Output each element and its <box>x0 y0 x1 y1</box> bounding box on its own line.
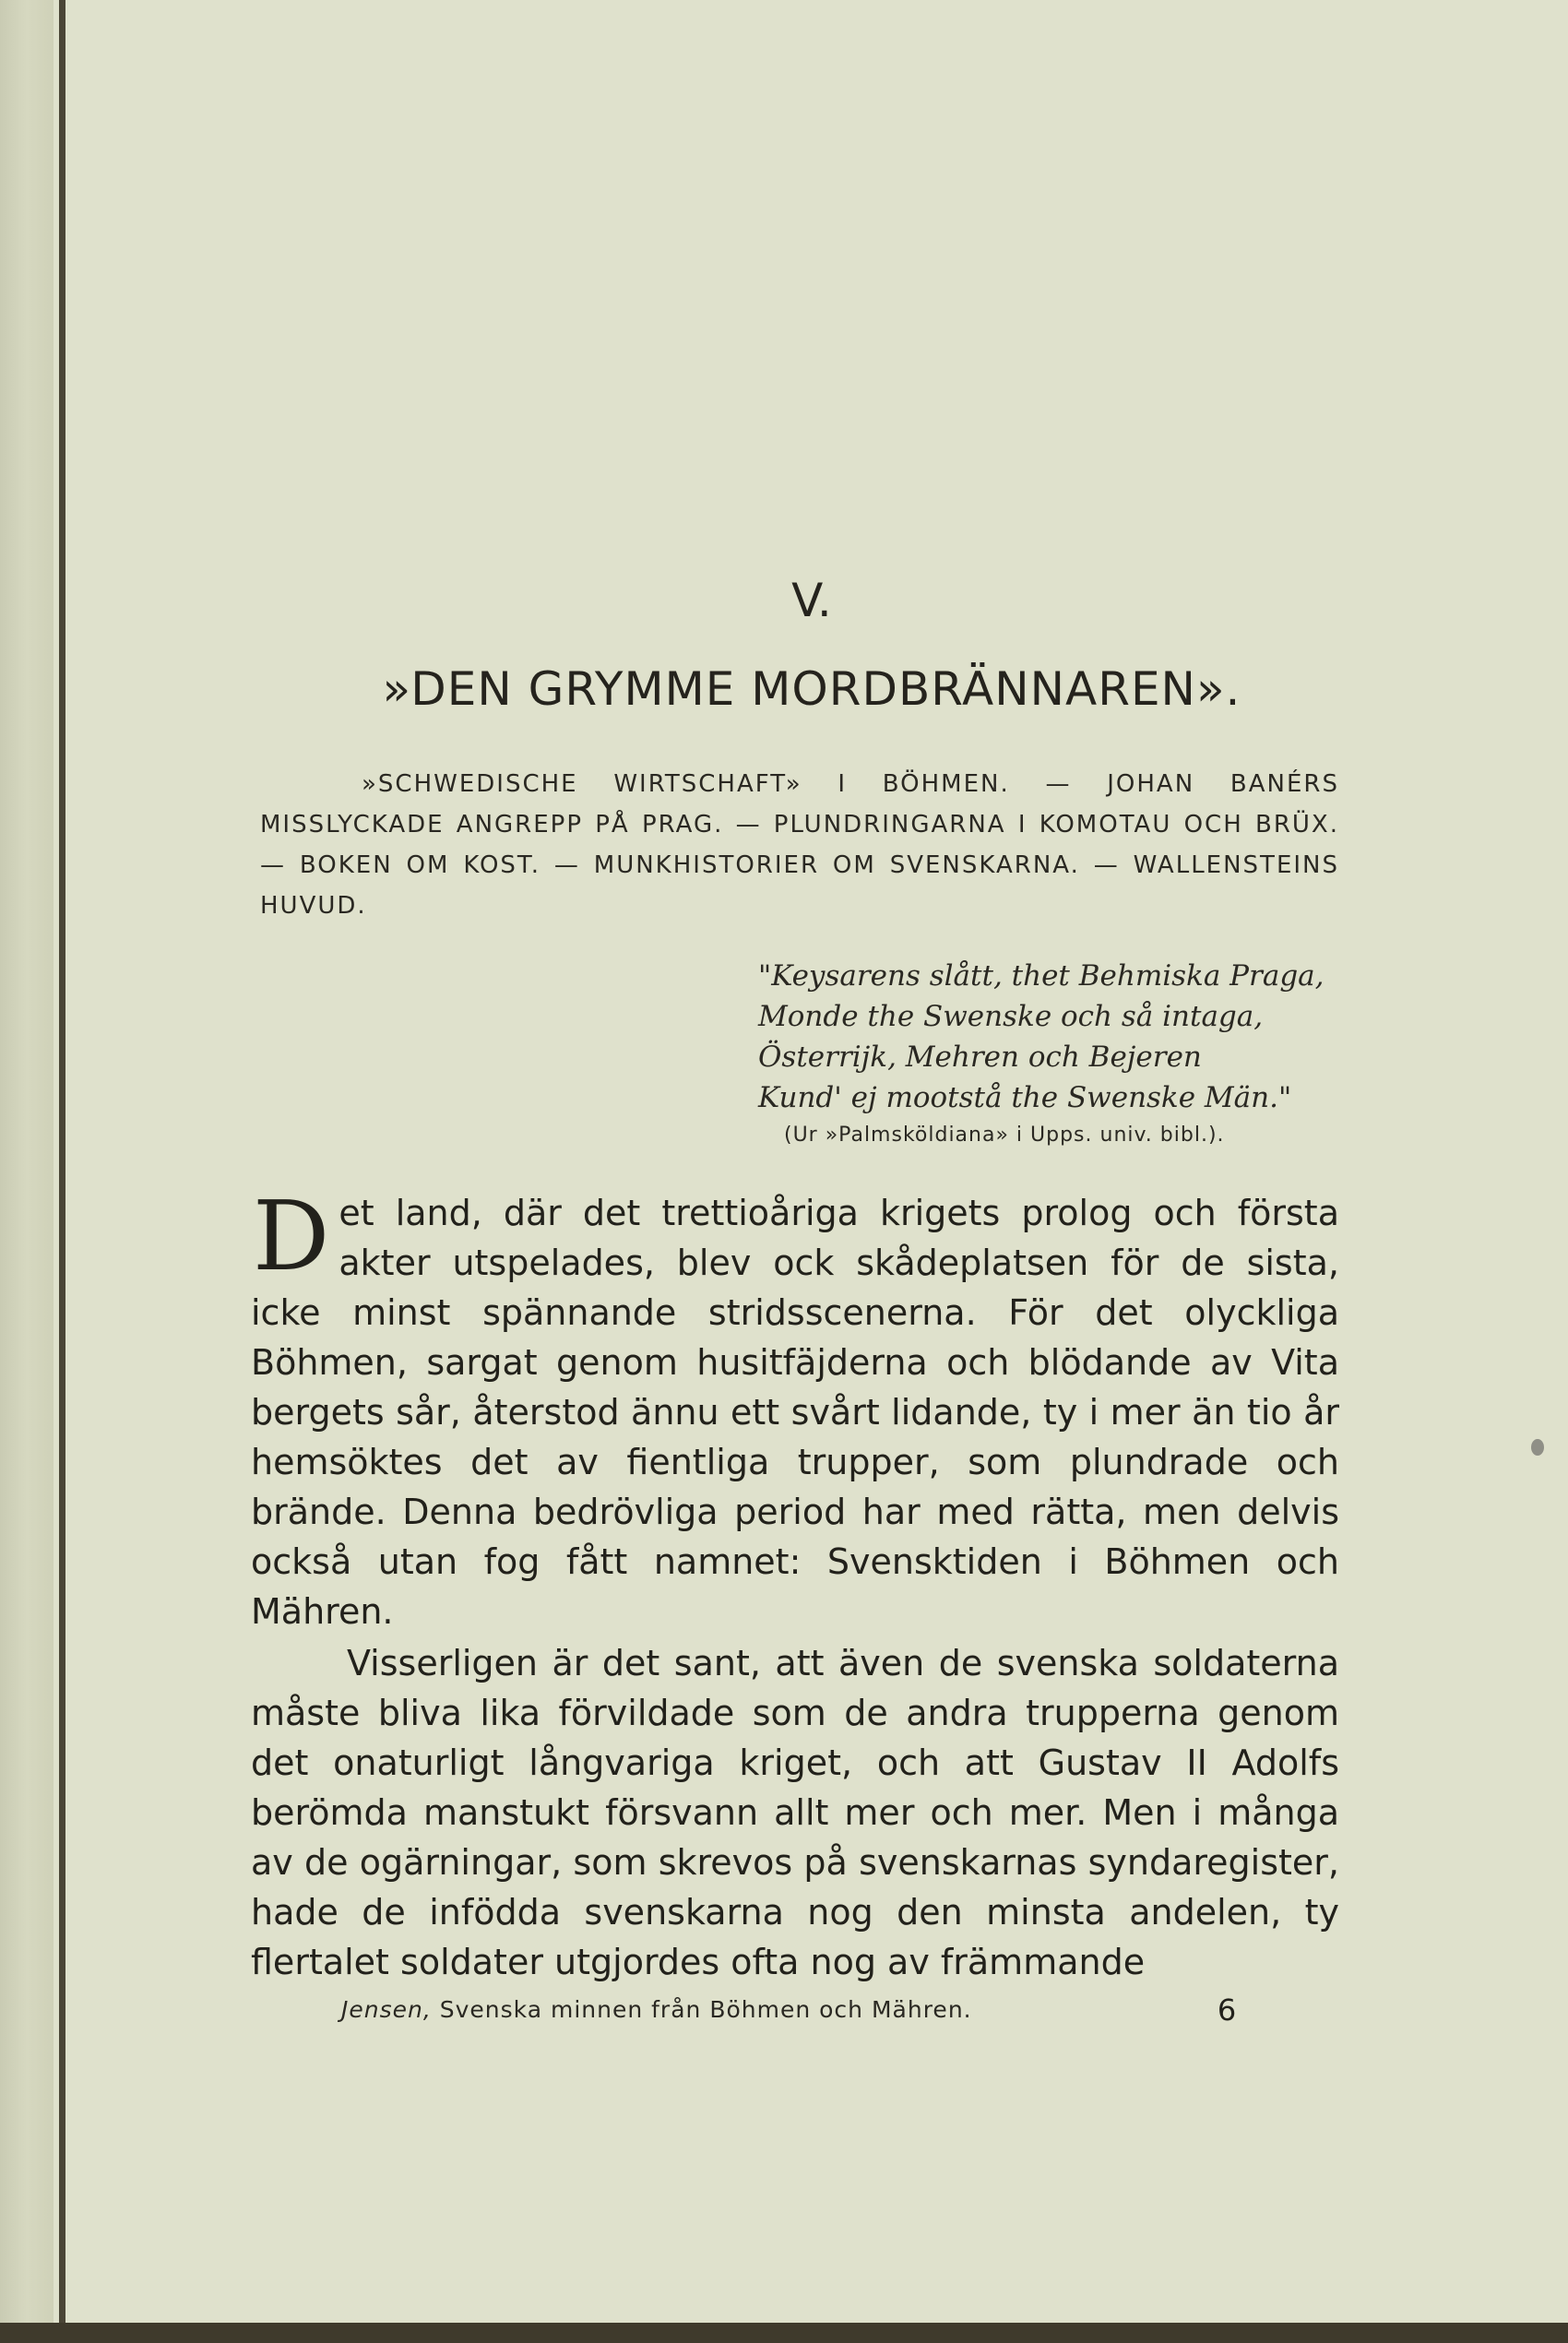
page-number: 6 <box>1217 1992 1237 2028</box>
epigraph-line: Monde the Swenske och så intaga, <box>758 1000 1264 1033</box>
chapter-summary: »SCHWEDISCHE WIRTSCHAFT» I BÖHMEN. — JOHAN BANÉRS MISSLYCKADE ANGREPP PÅ PRAG. — PLUNDRINGARNA I KOMOTAU OCH BRÜX. — BOKEN OM KOST. — MUNKHISTORIER OM SVENSKARNA. — WALLENSTEINS HUVUD. <box>260 770 1339 920</box>
paragraph-2: Visserligen är det sant, att även de svenska soldaterna måste bliva lika förvildade som de andra trupperna genom det onaturligt långvariga kriget, och att Gustav II Adolfs berömda manstukt försvann allt mer och mer. Men i många av de ogärningar, som skrevos på svenskarnas syndaregister, hade de infödda svenskarna nog den minsta andelen, ty flertalet soldater utgjordes ofta nog av främmande <box>251 1643 1339 1982</box>
paragraph-1-text: et land, där det trettioåriga krigets prolog och första akter utspelades, blev ock skådeplatsen för de sista, icke minst spännande stridsscenerna. För det olyckliga Böhmen, sargat genom husitfäjderna och blödande av Vita bergets sår, återstod ännu ett svårt lidande, ty i mer än tio år hemsöktes det av fientliga trupper, som plundrade och brände. Denna bedrövliga period har med rätta, men delvis också utan fog fått namnet: Svensktiden i Böhmen och Mähren. <box>251 1193 1339 1632</box>
gutter-edge <box>59 0 65 2343</box>
epigraph-line: Österrijk, Mehren och Bejeren <box>758 1041 1202 1074</box>
epigraph-source: (Ur »Palmsköldiana» i Upps. univ. bibl.). <box>784 1124 1225 1147</box>
chapter-title: »DEN GRYMME MORDBRÄNNAREN». <box>382 662 1241 716</box>
paragraph-1 <box>251 1180 1339 1636</box>
page-bottom-edge <box>0 2323 1568 2343</box>
drop-cap: D <box>253 1180 330 1292</box>
footer-author: Jensen, <box>341 1996 432 2023</box>
epigraph-line: Kund' ej mootstå the Swenske Män." <box>758 1081 1292 1114</box>
paper-spot <box>1531 1439 1544 1456</box>
body-text <box>251 1180 1339 1987</box>
epigraph-verse <box>758 956 1367 1118</box>
epigraph-line: "Keysarens slått, thet Behmiska Praga, <box>758 959 1324 993</box>
chapter-number: V. <box>791 574 832 627</box>
book-spine <box>0 0 53 2343</box>
footer-book-title: Svenska minnen från Böhmen och Mähren. <box>439 1996 972 2023</box>
running-footer <box>341 1996 1264 2023</box>
